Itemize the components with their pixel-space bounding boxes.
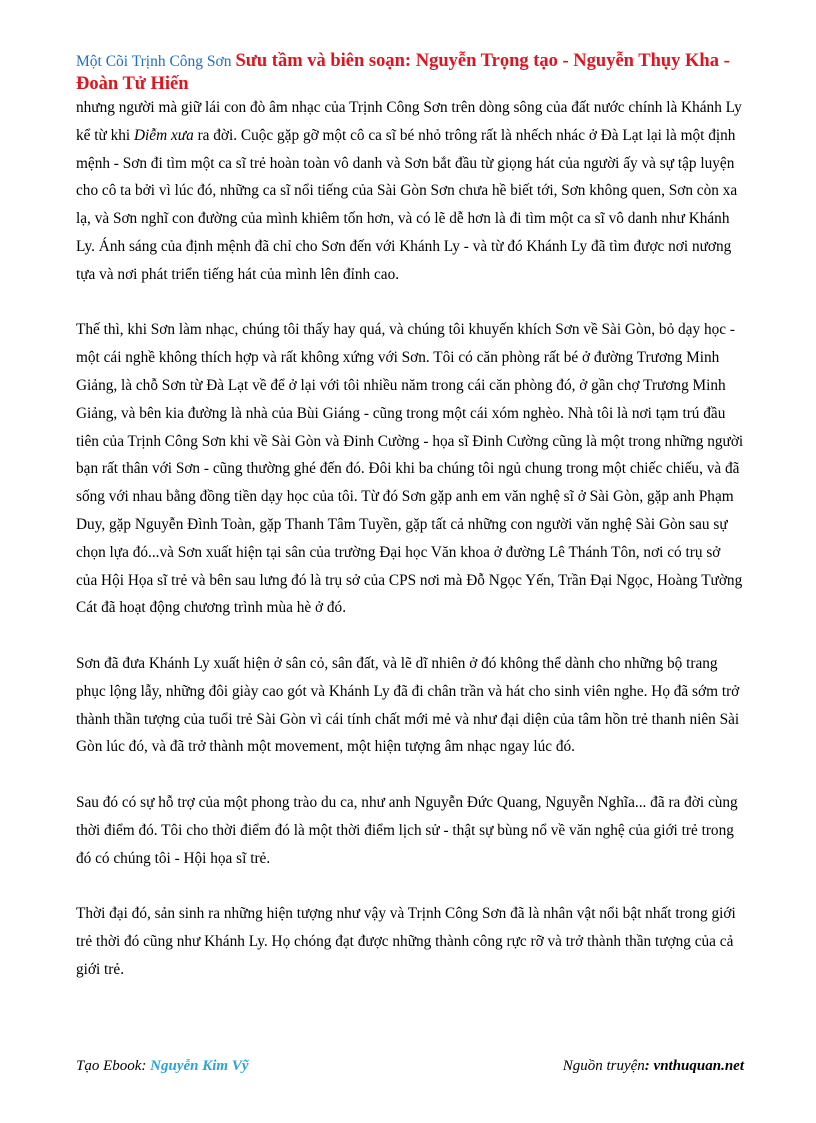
paragraph-4: Sau đó có sự hỗ trợ của một phong trào du ca, như anh Nguyễn Đức Quang, Nguyễn Nghĩa... đã ra đời cùng thời điểm đó. Tôi cho thời điểm đó là một thời điểm lịch sử - thật sự bùng nổ về văn nghệ của giới trẻ trong đó có chúng tôi - Hội họa sĩ trẻ. <box>76 793 738 867</box>
paragraph-1 <box>76 94 744 289</box>
paragraph-5: Thời đại đó, sản sinh ra những hiện tượng như vậy và Trịnh Công Sơn đã là nhân vật nổi bật nhất trong giới trẻ thời đó cũng như Khánh Ly. Họ chóng đạt được những thành công rực rỡ và trở thành thần tượng của cả giới trẻ. <box>76 905 736 978</box>
paragraph-1-before: nhưng người mà giữ lái con đò âm nhạc của Trịnh Công Sơn trên dòng sông của đất nước chính là Khánh Ly kể từ khi <box>76 99 742 144</box>
paragraph-1-after: ra đời. Cuộc gặp gỡ một cô ca sĩ bé nhỏ trông rất là nhếch nhác ở Đà Lạt lại là một định mệnh - Sơn đi tìm một ca sĩ trẻ hoàn toàn vô danh và Sơn bắt đầu từ giọng hát của người ấy và sự tập luyện cho cô ta bởi vì lúc đó, những ca sĩ nổi tiếng của Sài Gòn Sơn chưa hề biết tới, Sơn không quen, Sơn còn xa lạ, và Sơn nghĩ con đường của mình khiêm tốn hơn, và có lẽ dễ hơn là đi tìm một ca sĩ vô danh như Khánh Ly. Ánh sáng của định mệnh đã chỉ cho Sơn đến với Khánh Ly - và từ đó Khánh Ly đã tìm được nơi nương tựa và nơi phát triển tiếng hát của mình lên đỉnh cao. <box>76 126 738 283</box>
page-header <box>76 50 748 96</box>
ebook-creator-name: Nguyễn Kim Vỹ <box>150 1058 249 1074</box>
compiler-credits: Sưu tầm và biên soạn: Nguyễn Trọng tạo - Nguyễn Thụy Kha - Đoàn Tử Hiến <box>76 51 730 94</box>
book-series-title: Một Cõi Trịnh Công Sơn <box>76 53 232 70</box>
source-site[interactable]: vnthuquan.net <box>653 1058 744 1074</box>
source-credit: Nguồn truyện: vnthuquan.net <box>562 1058 744 1074</box>
ebook-label: Tạo Ebook <box>76 1058 142 1074</box>
source-label: Nguồn truyện <box>562 1058 645 1074</box>
paragraph-3: Sơn đã đưa Khánh Ly xuất hiện ở sân cỏ, sân đất, và lẽ dĩ nhiên ở đó không thể dành cho những bộ trang phục lộng lẫy, những đôi giày cao gót và Khánh Ly đã đi chân trần và hát cho sinh viên nghe. Họ đã sớm trở thành thần tượng của tuổi trẻ Sài Gòn vì cái tính chất mới mẻ và như đại diện của tâm hồn trẻ thanh niên Sài Gòn lúc đó, và đã trở thành một movement, một hiện tượng âm nhạc ngay lúc đó. <box>76 654 740 756</box>
paragraph-2: Thế thì, khi Sơn làm nhạc, chúng tôi thấy hay quá, và chúng tôi khuyến khích Sơn về Sài Gòn, bỏ dạy học - một cái nghề không thích hợp và rất không xứng với Sơn. Tôi có căn phòng rất bé ở đường Trương Minh Giảng, là chỗ Sơn từ Đà Lạt về để ở lại với tôi nhiều năm trong cái căn phòng đó, ở gần chợ Trương Minh Giảng, và bên kia đường là nhà của Bùi Giáng - cũng trong một cái xóm nghèo. Nhà tôi là nơi tạm trú đầu tiên của Trịnh Công Sơn khi về Sài Gòn và Đinh Cường - họa sĩ Đinh Cường cũng là một trong những người bạn rất thân với Sơn - cũng thường ghé đến đó. Đôi khi ba chúng tôi ngủ chung trong một chiếc chiếu, và đã sống với nhau bằng đồng tiền dạy học của tôi. Từ đó Sơn gặp anh em văn nghệ sĩ ở Sài Gòn, gặp anh Phạm Duy, gặp Nguyễn Đình Toàn, gặp Thanh Tâm Tuyền, gặp tất cả những con người văn nghệ Sài Gòn sau sự chọn lựa đó...và Sơn xuất hiện tại sân của trường Đại học Văn khoa ở đường Lê Thánh Tôn, nơi có trụ sở của Hội Họa sĩ trẻ và bên sau lưng đó là trụ sở của CPS nơi mà Đỗ Ngọc Yến, Trần Đại Ngọc, Hoàng Tường Cát đã hoạt động chương trình mùa hè ở đó. <box>76 321 744 617</box>
ebook-credit: Tạo Ebook: Nguyễn Kim Vỹ <box>76 1058 249 1074</box>
song-title: Diễm xưa <box>134 126 194 144</box>
article-body <box>76 94 744 1011</box>
